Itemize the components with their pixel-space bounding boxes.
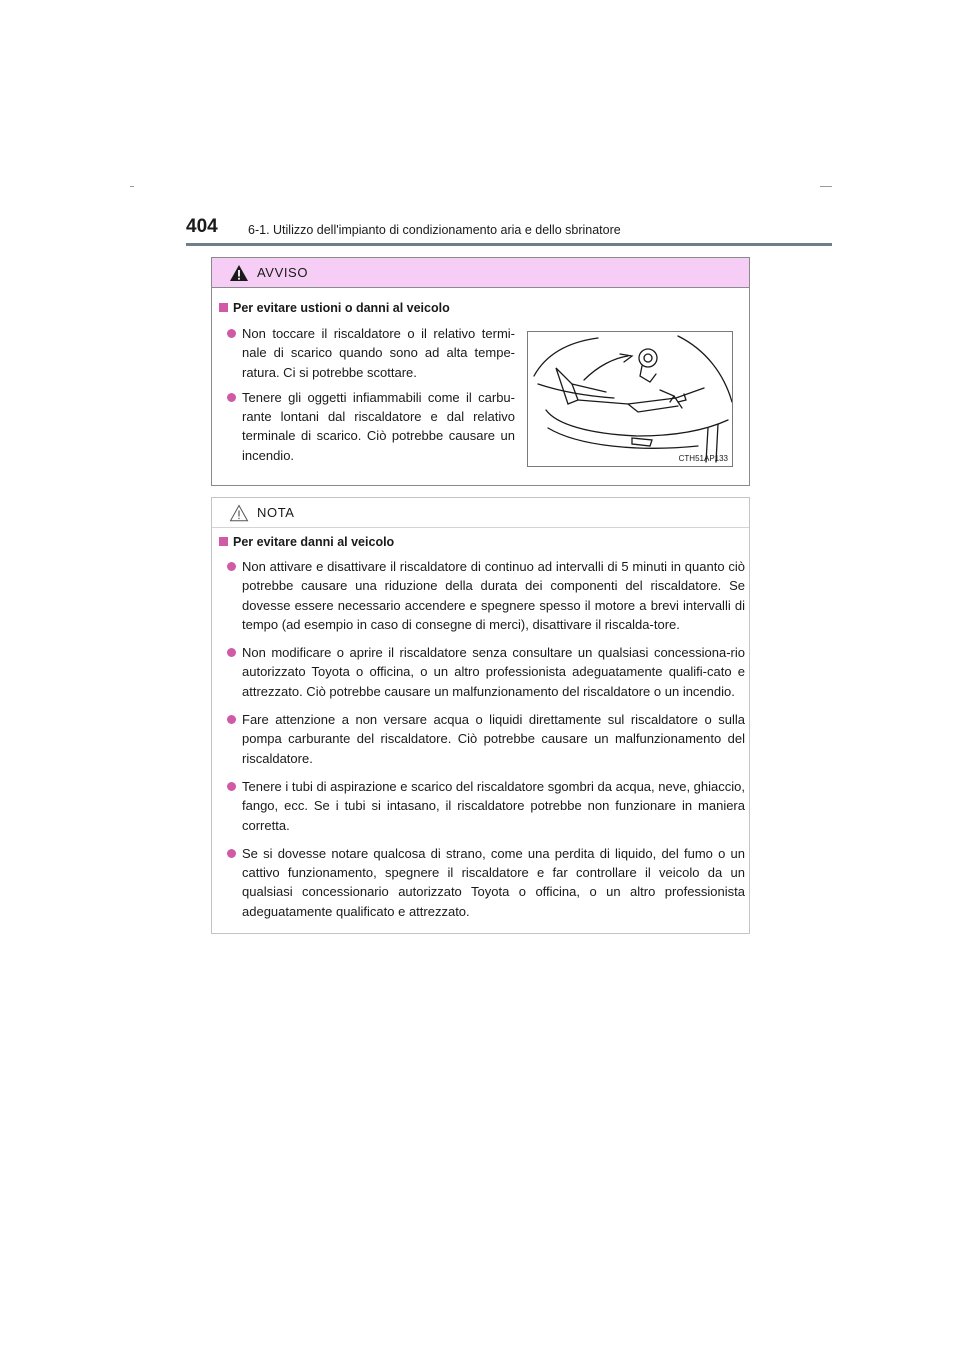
note-box <box>211 497 750 934</box>
section-title: 6-1. Utilizzo dell'impianto di condizionamento aria e dello sbrinatore <box>248 223 621 237</box>
list-item-text: Non toccare il riscaldatore o il relativo termi-nale di scarico quando sono ad alta tempe-ratura. Ci si potrebbe scottare. <box>242 326 515 380</box>
list-item-text: Se si dovesse notare qualcosa di strano, come una perdita di liquido, del fumo o un cattivo funzionamento, spegnere il riscaldatore e far controllare il veicolo da un qualsiasi concessionario autorizzato Toyota o officina, o un altro professionista adeguatamente qualificato e attrezzato. <box>242 845 745 919</box>
warning-triangle-outline-icon <box>229 504 249 522</box>
note-box-header <box>212 498 749 528</box>
note-subheading <box>219 535 394 549</box>
bullet-dot-icon <box>227 715 236 724</box>
bullet-dot-icon <box>227 849 236 858</box>
bullet-dot-icon <box>227 562 236 571</box>
list-item-text: Fare attenzione a non versare acqua o liquidi direttamente sul riscaldatore o sulla pompa carburante del riscaldatore. Ciò potrebbe causare un malfunzionamento del riscaldatore. <box>242 712 745 766</box>
warning-list <box>225 324 515 471</box>
note-label: NOTA <box>257 505 295 520</box>
note-subheading-text: Per evitare danni al veicolo <box>233 535 395 549</box>
list-item <box>225 388 515 465</box>
car-front-drawing <box>528 332 733 467</box>
figure-id: CTH51AP133 <box>678 454 728 463</box>
square-bullet-icon <box>219 303 228 312</box>
list-item-text: Tenere i tubi di aspirazione e scarico del riscaldatore sgombri da acqua, neve, ghiaccio, fango, ecc. Se i tubi si intasano, il riscaldatore potrebbe non funzionare in maniera corretta. <box>242 778 745 833</box>
warning-subheading <box>219 301 450 315</box>
heater-exhaust-illustration <box>527 331 733 467</box>
list-item-text: Non modificare o aprire il riscaldatore senza consultare un qualsiasi concessiona-rio autorizzato Toyota o officina, o un altro professionista adeguatamente qualifi-cato e attrezzato. Ciò potrebbe causare un malfunzionamento del riscaldatore o un incendio. <box>242 645 745 699</box>
crop-mark-left <box>130 186 134 187</box>
list-item-text: Tenere gli oggetti infiammabili come il carbu-rante lontani dal riscaldatore e dal relativo terminale di scarico. Ciò potrebbe causare un incendio. <box>242 389 515 463</box>
note-list <box>225 557 745 930</box>
header-rule <box>186 243 832 246</box>
crop-mark-right <box>820 186 832 187</box>
list-item <box>225 324 515 382</box>
bullet-dot-icon <box>227 329 236 338</box>
bullet-dot-icon <box>227 393 236 402</box>
list-item-text: Non attivare e disattivare il riscaldatore di continuo ad intervalli di 5 minuti in quanto ciò potrebbe causare una riduzione della durata dei componenti del riscaldatore. Se dovesse essere necessario accendere e spegnere spesso il motore a brevi intervalli di tempo (ad esempio in caso di consegne di merci), disattivare il riscalda-tore. <box>242 559 745 632</box>
warning-subheading-text: Per evitare ustioni o danni al veicolo <box>233 301 450 315</box>
list-item <box>225 710 745 768</box>
bullet-dot-icon <box>227 782 236 791</box>
warning-box <box>211 257 750 486</box>
list-item <box>225 844 745 921</box>
page-header <box>186 214 832 248</box>
warning-triangle-filled-icon <box>229 264 249 282</box>
list-item <box>225 643 745 701</box>
warning-box-header <box>212 258 749 288</box>
bullet-dot-icon <box>227 648 236 657</box>
warning-label: AVVISO <box>257 265 309 280</box>
page-number: 404 <box>186 216 218 237</box>
square-bullet-icon <box>219 537 228 546</box>
list-item <box>225 777 745 835</box>
list-item <box>225 557 745 634</box>
